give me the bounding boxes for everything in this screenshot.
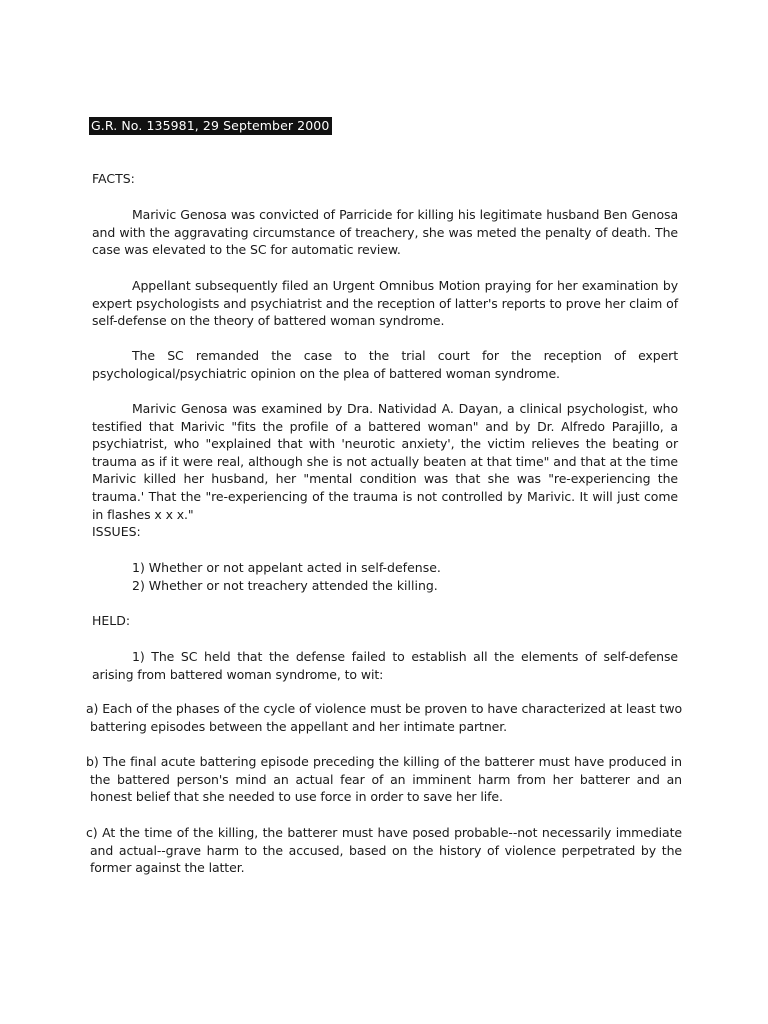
facts-paragraph-3: The SC remanded the case to the trial court for the reception of expert psychological/psychiatric opinion on the plea of battered woman syndrome.	[92, 348, 678, 381]
held-element-a: a) Each of the phases of the cycle of violence must be proven to have characterized at least two battering episodes between the appellant and her intimate partner.	[86, 701, 682, 734]
issue-item-2: 2) Whether or not treachery attended the killing.	[132, 578, 438, 593]
held-heading: HELD:	[92, 613, 131, 628]
facts-paragraph-2: Appellant subsequently filed an Urgent Omnibus Motion praying for her examination by expert psychologists and psychiatrist and the reception of latter's reports to prove her claim of self-defense on the theory of battered woman syndrome.	[92, 278, 678, 329]
held-element-b: b) The final acute battering episode preceding the killing of the batterer must have produced in the battered person's mind an actual fear of an imminent harm from her batterer and an honest belief that she needed to use force in order to save her life.	[86, 754, 682, 805]
held-intro: 1) The SC held that the defense failed to establish all the elements of self-defense arising from battered woman syndrome, to wit:	[92, 649, 678, 682]
case-number: G.R. No. 135981, 29 September 2000	[89, 117, 332, 135]
facts-paragraph-4: Marivic Genosa was examined by Dra. Natividad A. Dayan, a clinical psychologist, who testified that Marivic "fits the profile of a battered woman" and by Dr. Alfredo Parajillo, a psychiatrist, who "explained that with 'neurotic anxiety', the victim relieves the beating or trauma as if it were real, although she is not actually beaten at that time" and that at the time Marivic killed her husband, her "mental condition was that she was "re-experiencing the trauma.' That the "re-experiencing of the trauma is not controlled by Marivic. It will just come in flashes x x x."	[92, 401, 678, 522]
issue-item-1: 1) Whether or not appelant acted in self-defense.	[132, 560, 441, 575]
held-element-c: c) At the time of the killing, the batterer must have posed probable--not necessarily immediate and actual--grave harm to the accused, based on the history of violence perpetrated by the former against the latter.	[86, 825, 682, 876]
issues-heading: ISSUES:	[92, 524, 141, 539]
facts-heading: FACTS:	[92, 171, 135, 186]
facts-paragraph-1: Marivic Genosa was convicted of Parricide for killing his legitimate husband Ben Genosa and with the aggravating circumstance of treachery, she was meted the penalty of death. The case was elevated to the SC for automatic review.	[92, 207, 678, 258]
